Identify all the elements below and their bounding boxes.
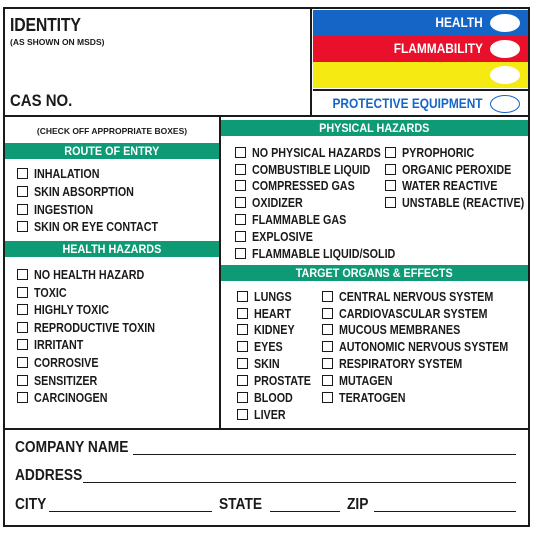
checkbox-icon[interactable]	[322, 392, 333, 403]
checkbox-icon[interactable]	[17, 269, 28, 280]
checkbox-pyrophoric[interactable]: PYROPHORIC	[385, 145, 486, 161]
flammability-rating-oval[interactable]	[490, 40, 520, 58]
checkbox-eyes[interactable]: EYES	[237, 339, 287, 355]
checkbox-explosive[interactable]: EXPLOSIVE	[235, 229, 323, 245]
checkbox-irritant[interactable]: IRRITANT	[17, 337, 91, 353]
checkbox-central-nervous-system[interactable]: CENTRAL NERVOUS SYSTEM	[322, 289, 518, 305]
protective-equipment-bar	[313, 89, 528, 115]
checkbox-teratogen[interactable]: TERATOGEN	[322, 390, 416, 406]
address-label: ADDRESS	[15, 467, 83, 484]
identity-title: IDENTITY	[10, 15, 81, 35]
checkbox-icon[interactable]	[322, 291, 333, 302]
checkbox-icon[interactable]	[235, 197, 246, 208]
checkbox-icon[interactable]	[385, 147, 396, 158]
checkbox-unstable-reactive[interactable]: UNSTABLE (REACTIVE)	[385, 195, 536, 211]
checkbox-icon[interactable]	[17, 392, 28, 403]
protective-equipment-label: PROTECTIVE EQUIPMENT	[332, 95, 483, 111]
checkbox-icon[interactable]	[235, 214, 246, 225]
checkbox-icon[interactable]	[237, 375, 248, 386]
health-label: HEALTH	[435, 14, 483, 30]
checkbox-icon[interactable]	[235, 180, 246, 191]
company-name-line[interactable]	[133, 454, 516, 455]
top-divider	[5, 115, 528, 117]
checkbox-icon[interactable]	[17, 304, 28, 315]
check-note: (CHECK OFF APPROPRIATE BOXES)	[36, 126, 188, 136]
checkbox-icon[interactable]	[17, 204, 28, 215]
checkbox-compressed-gas[interactable]: COMPRESSED GAS	[235, 178, 371, 194]
checkbox-icon[interactable]	[17, 186, 28, 197]
checkbox-ingestion[interactable]: INGESTION	[17, 202, 103, 218]
health-bar	[313, 10, 528, 36]
flammability-bar	[313, 36, 528, 62]
protective-equipment-oval[interactable]	[490, 95, 520, 113]
checkbox-cardiovascular-system[interactable]: CARDIOVASCULAR SYSTEM	[322, 306, 512, 322]
checkbox-icon[interactable]	[235, 147, 246, 158]
checkbox-icon[interactable]	[237, 392, 248, 403]
identity-block	[5, 9, 312, 115]
checkbox-no-health-hazard[interactable]: NO HEALTH HAZARD	[17, 267, 162, 283]
checkbox-organic-peroxide[interactable]: ORGANIC PEROXIDE	[385, 162, 529, 178]
checkbox-flammable-liquid-solid[interactable]: FLAMMABLE LIQUID/SOLID	[235, 246, 419, 262]
identity-subtitle: (AS SHOWN ON MSDS)	[10, 37, 105, 47]
address-line[interactable]	[83, 482, 516, 483]
checkbox-lungs[interactable]: LUNGS	[237, 289, 298, 305]
checkbox-mucous-membranes[interactable]: MUCOUS MEMBRANES	[322, 322, 480, 338]
target-organs-header: TARGET ORGANS & EFFECTS	[221, 265, 528, 281]
checkbox-icon[interactable]	[322, 308, 333, 319]
company-divider	[5, 428, 528, 430]
checkbox-icon[interactable]	[385, 164, 396, 175]
checkbox-combustible-liquid[interactable]: COMBUSTIBLE LIQUID	[235, 162, 390, 178]
checkbox-icon[interactable]	[237, 324, 248, 335]
zip-label: ZIP	[347, 496, 369, 513]
checkbox-no-physical-hazards[interactable]: NO PHYSICAL HAZARDS	[235, 145, 402, 161]
checkbox-oxidizer[interactable]: OXIDIZER	[235, 195, 311, 211]
checkbox-highly-toxic[interactable]: HIGHLY TOXIC	[17, 302, 121, 318]
checkbox-carcinogen[interactable]: CARCINOGEN	[17, 390, 119, 406]
checkbox-water-reactive[interactable]: WATER REACTIVE	[385, 178, 513, 194]
checkbox-autonomic-nervous-system[interactable]: AUTONOMIC NERVOUS SYSTEM	[322, 339, 536, 355]
state-line[interactable]	[270, 511, 340, 512]
checkbox-icon[interactable]	[237, 409, 248, 420]
checkbox-icon[interactable]	[17, 168, 28, 179]
company-name-label: COMPANY NAME	[15, 439, 129, 456]
checkbox-skin-absorption[interactable]: SKIN ABSORPTION	[17, 184, 150, 200]
checkbox-icon[interactable]	[237, 291, 248, 302]
checkbox-respiratory-system[interactable]: RESPIRATORY SYSTEM	[322, 356, 482, 372]
checkbox-liver[interactable]: LIVER	[237, 407, 291, 423]
checkbox-blood[interactable]: BLOOD	[237, 390, 299, 406]
checkbox-icon[interactable]	[235, 248, 246, 259]
checkbox-icon[interactable]	[235, 164, 246, 175]
checkbox-icon[interactable]	[322, 375, 333, 386]
checkbox-icon[interactable]	[322, 358, 333, 369]
cas-number-label: CAS NO.	[10, 91, 73, 110]
checkbox-icon[interactable]	[237, 358, 248, 369]
checkbox-icon[interactable]	[322, 341, 333, 352]
health-hazards-header: HEALTH HAZARDS	[5, 241, 219, 257]
physical-hazards-header: PHYSICAL HAZARDS	[221, 120, 528, 136]
checkbox-icon[interactable]	[17, 322, 28, 333]
checkbox-icon[interactable]	[17, 339, 28, 350]
flammability-label: FLAMMABILITY	[393, 40, 483, 56]
checkbox-toxic[interactable]: TOXIC	[17, 285, 72, 301]
checkbox-skin-or-eye-contact[interactable]: SKIN OR EYE CONTACT	[17, 219, 178, 235]
reactivity-rating-oval[interactable]	[490, 66, 520, 84]
checkbox-icon[interactable]	[17, 375, 28, 386]
checkbox-corrosive[interactable]: CORROSIVE	[17, 355, 109, 371]
city-line[interactable]	[49, 511, 212, 512]
checkbox-icon[interactable]	[235, 231, 246, 242]
checkbox-icon[interactable]	[237, 341, 248, 352]
checkbox-sensitizer[interactable]: SENSITIZER	[17, 373, 108, 389]
checkbox-icon[interactable]	[385, 197, 396, 208]
checkbox-flammable-gas[interactable]: FLAMMABLE GAS	[235, 212, 362, 228]
checkbox-icon[interactable]	[17, 357, 28, 368]
city-label: CITY	[15, 496, 47, 513]
checkbox-icon[interactable]	[385, 180, 396, 191]
zip-line[interactable]	[374, 511, 516, 512]
checkbox-prostate[interactable]: PROSTATE	[237, 373, 320, 389]
checkbox-inhalation[interactable]: INHALATION	[17, 166, 110, 182]
checkbox-icon[interactable]	[17, 287, 28, 298]
checkbox-reproductive-toxin[interactable]: REPRODUCTIVE TOXIN	[17, 320, 175, 336]
checkbox-mutagen[interactable]: MUTAGEN	[322, 373, 401, 389]
state-label: STATE	[219, 496, 263, 513]
checkbox-heart[interactable]: HEART	[237, 306, 297, 322]
route-of-entry-header: ROUTE OF ENTRY	[5, 143, 219, 159]
checkbox-icon[interactable]	[17, 221, 28, 232]
checkbox-icon[interactable]	[322, 324, 333, 335]
checkbox-kidney[interactable]: KIDNEY	[237, 322, 301, 338]
reactivity-bar	[313, 62, 528, 88]
health-rating-oval[interactable]	[490, 14, 520, 32]
checkbox-skin[interactable]: SKIN	[237, 356, 284, 372]
checkbox-icon[interactable]	[237, 308, 248, 319]
